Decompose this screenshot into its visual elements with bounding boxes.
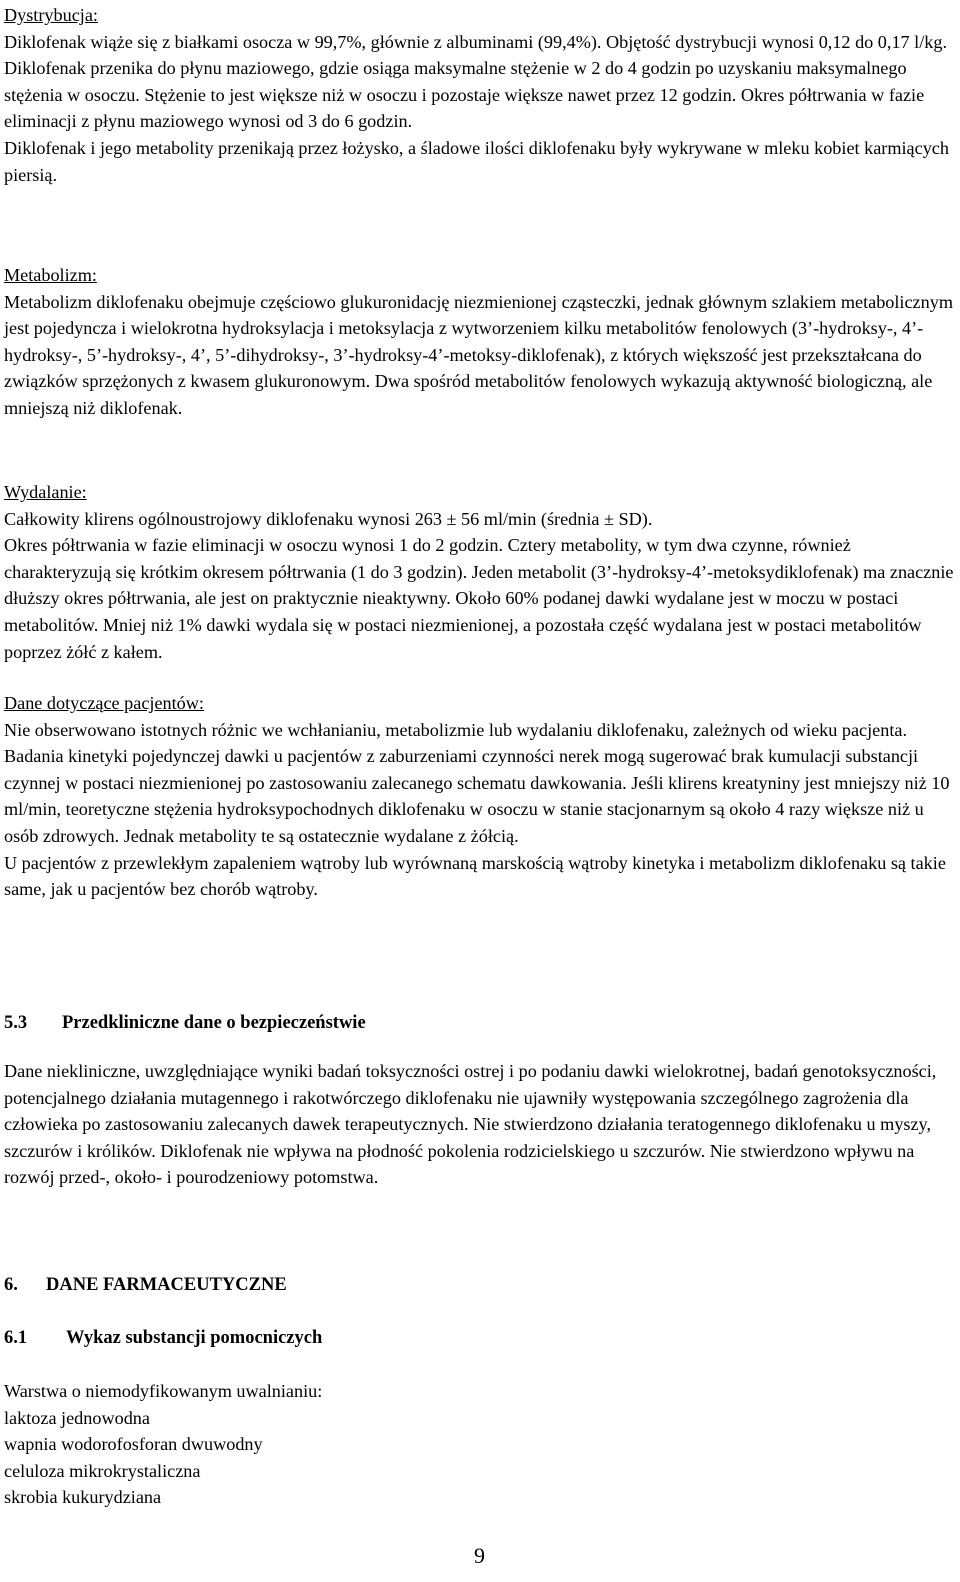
section-heading-wydalanie: Wydalanie: bbox=[4, 482, 87, 502]
paragraph: Badania kinetyki pojedynczej dawki u pacjentów z zaburzeniami czynności nerek mogą sugerować brak kumulacji substancji czynnej w postaci niezmienionej po zastosowaniu zalecanego schematu dawkowania. Jeśli klirens kreatyniny jest mniejszy niż 10 ml/min, teoretyczne stężenia hydroksypochodnych diklofenaku w osoczu w stanie stacjonarnym są około 4 razy większe niż u osób zdrowych. Jednak metabolity te są ostatecznie wydalane z żółcią. bbox=[4, 746, 950, 846]
section-title: DANE FARMACEUTYCZNE bbox=[46, 1275, 287, 1295]
section-number: 5.3 bbox=[4, 1013, 28, 1033]
paragraph: U pacjentów z przewlekłym zapaleniem wątroby lub wyrównaną marskością wątroby kinetyka i metabolizm diklofenaku są takie same, jak u pacjentów bez chorób wątroby. bbox=[4, 852, 946, 900]
paragraph: Diklofenak wiąże się z białkami osocza w 99,7%, głównie z albuminami (99,4%). Objętość dystrybucji wynosi 0,12 do 0,17 l/kg. bbox=[4, 31, 948, 52]
heading-5-3 bbox=[4, 1010, 954, 1037]
paragraph: Nie obserwowano istotnych różnic we wchłanianiu, metabolizmie lub wydalaniu diklofenaku, zależnych od wieku pacjenta. bbox=[4, 719, 908, 740]
section-dystrybucja bbox=[4, 2, 954, 188]
excipient-item: wapnia wodorofosforan dwuwodny bbox=[4, 1434, 263, 1455]
paragraph: Całkowity klirens ogólnoustrojowy diklofenaku wynosi 263 ± 56 ml/min (średnia ± SD). bbox=[4, 508, 653, 529]
section-title: Wykaz substancji pomocniczych bbox=[66, 1328, 323, 1348]
section-title: Przedkliniczne dane o bezpieczeństwie bbox=[62, 1013, 366, 1033]
paragraph: Diklofenak przenika do płynu maziowego, gdzie osiąga maksymalne stężenie w 2 do 4 godzin po uzyskaniu maksymalnego stężenia w osoczu. Stężenie to jest większe niż w osoczu i pozostaje większe nawet przez 12 godzin. Okres półtrwania w fazie eliminacji z płynu maziowego wynosi od 3 do 6 godzin. bbox=[4, 58, 925, 132]
section-metabolizm bbox=[4, 262, 954, 422]
excipient-item: laktoza jednowodna bbox=[4, 1407, 150, 1428]
heading-6-1 bbox=[4, 1325, 954, 1352]
excipient-item: skrobia kukurydziana bbox=[4, 1487, 162, 1508]
paragraph: Metabolizm diklofenaku obejmuje częściowo glukuronidację niezmienionej cząsteczki, jednak głównym szlakiem metabolicznym jest pojedyncza i wielokrotna hydroksylacja i metoksylacja z wytworzeniem kilku metabolitów fenolowych (3’-hydroksy-, 4’-hydroksy-, 5’-hydroksy-, 4’, 5’-dihydroksy-, 3’-hydroksy-4’-metoksy-diklofenak), z których większość jest przekształcana do związków sprzężonych z kwasem glukuronowym. Dwa spośród metabolitów fenolowych wykazują aktywność biologiczną, ale mniejszą niż diklofenak. bbox=[4, 291, 953, 418]
paragraph: Dane niekliniczne, uwzględniające wyniki badań toksyczności ostrej i po podaniu dawki wielokrotnej, badań genotoksyczności, potencjalnego działania mutagennego i rakotwórczego diklofenaku nie ujawniły występowania szczególnego zagrożenia dla człowieka po zastosowaniu zalecanych dawek terapeutycznych. Nie stwierdzono działania teratogennego diklofenaku u myszy, szczurów i królików. Diklofenak nie wpływa na płodność pokolenia rodzicielskiego u szczurów. Nie stwierdzono wpływu na rozwój przed-, około- i pourodzeniowy potomstwa. bbox=[4, 1061, 937, 1188]
excipients-intro: Warstwa o niemodyfikowanym uwalnianiu: bbox=[4, 1381, 323, 1401]
section-heading-pacjenci: Dane dotyczące pacjentów: bbox=[4, 693, 204, 713]
heading-6 bbox=[4, 1272, 954, 1299]
section-6-1-body bbox=[4, 1378, 954, 1511]
section-number: 6. bbox=[4, 1275, 18, 1295]
section-heading-metabolizm: Metabolizm: bbox=[4, 265, 97, 285]
section-5-3-body bbox=[4, 1058, 954, 1191]
section-number: 6.1 bbox=[4, 1328, 28, 1348]
paragraph: Diklofenak i jego metabolity przenikają przez łożysko, a śladowe ilości diklofenaku były wykrywane w mleku kobiet karmiących piersią. bbox=[4, 137, 949, 185]
paragraph: Okres półtrwania w fazie eliminacji w osoczu wynosi 1 do 2 godzin. Cztery metabolity, w tym dwa czynne, również charakteryzują się krótkim okresem półtrwania (1 do 3 godzin). Jeden metabolit (3’-hydroksy-4’-metoksydiklofenak) ma znacznie dłuższy okres półtrwania, ale jest on praktycznie nieaktywny. Około 60% podanej dawki wydalane jest w moczu w postaci metabolitów. Mniej niż 1% dawki wydala się w postaci niezmienionej, a pozostała część wydalana jest w postaci metabolitów poprzez żółć z kałem. bbox=[4, 535, 954, 662]
section-heading-dystrybucja: Dystrybucja: bbox=[4, 5, 98, 25]
section-wydalanie bbox=[4, 479, 954, 665]
page-number: 9 bbox=[474, 1543, 485, 1568]
excipient-item: celuloza mikrokrystaliczna bbox=[4, 1460, 201, 1481]
section-pacjenci bbox=[4, 690, 954, 903]
